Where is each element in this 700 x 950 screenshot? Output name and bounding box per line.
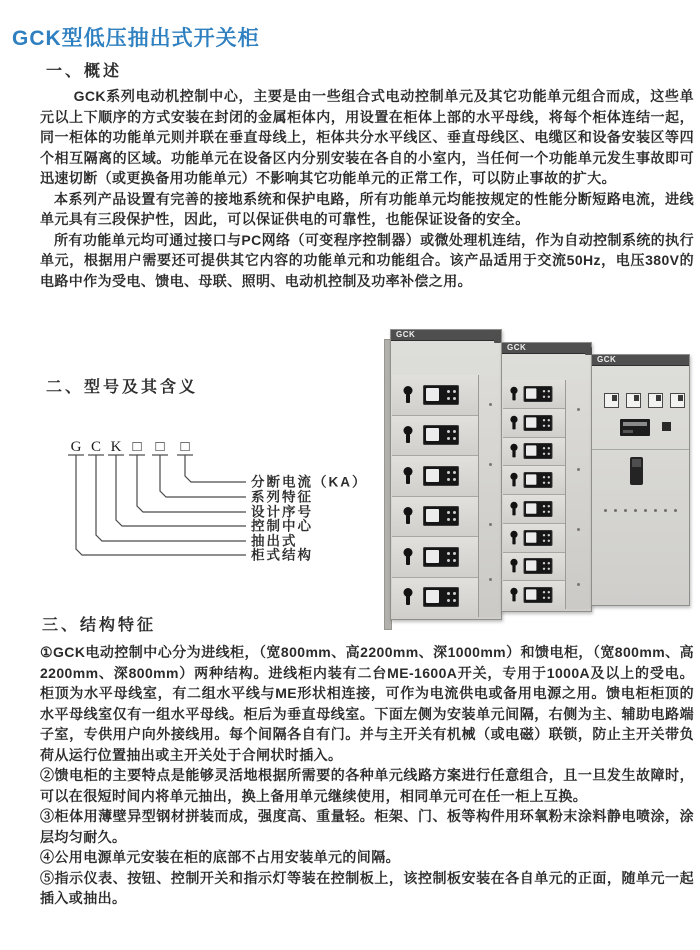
cabinet-nameplate xyxy=(391,330,501,341)
model-label: 控制中心 xyxy=(251,518,313,534)
control-module xyxy=(523,558,552,574)
drawer-unit xyxy=(503,524,565,553)
rotary-switch-icon xyxy=(403,588,413,606)
page-title: GCK型低压抽出式开关柜 xyxy=(12,27,260,50)
rotary-switch-icon xyxy=(403,467,413,485)
model-label: 设计序号 xyxy=(251,504,313,520)
cabinet-label: GCK xyxy=(507,343,527,352)
overview-paragraph: 本系列产品设置有完善的接地系统和保护电路，所有功能单元均能按规定的性能分断短路电流，进线单元具有三段保护性，因此，可以保证供电的可靠性，也能保证设备的安全。 xyxy=(40,190,694,227)
model-label: 系列特征 xyxy=(251,489,313,505)
model-symbol: C xyxy=(90,439,102,455)
rotary-switch-icon xyxy=(403,386,413,404)
control-module xyxy=(423,587,459,607)
switchgear-photo xyxy=(383,322,700,624)
drawer-unit xyxy=(503,495,565,524)
drawer-unit xyxy=(392,497,478,538)
control-module xyxy=(523,386,552,402)
drawer-unit xyxy=(392,578,478,618)
cabinet-label: GCK xyxy=(396,330,416,339)
rotary-switch-icon xyxy=(510,444,518,458)
screw-row xyxy=(604,509,607,512)
control-module xyxy=(523,443,552,459)
section-heading-structure: 三、结构特征 xyxy=(42,617,157,634)
model-code-diagram xyxy=(50,428,370,573)
door-seam xyxy=(592,449,689,450)
section-heading-overview: 一、概述 xyxy=(46,63,123,80)
cabinet-nameplate xyxy=(592,355,689,366)
model-placeholder-box: □ xyxy=(155,439,165,455)
structure-text xyxy=(40,642,694,909)
rotary-switch-icon xyxy=(510,502,518,516)
drawer-unit xyxy=(503,380,565,409)
structure-item: ①GCK电动控制中心分为进线柜，（宽800mm、高2200mm、深1000mm）和馈电柜，（宽800mm、高2200mm、深800mm）两种结构。进线柜内装有二台ME-1600A开关，专用于1000A及以上的受电。柜顶为水平母线室，有二组水平线与ME形状相连接，可作为电流供电或备用电源之用。馈电柜柜顶的水平母线室仅有一组水平母线。柜后为垂直母线室。下面左侧为安装单元间隔，右侧为主、辅助电路端子室，专供用户向外接线用。每个间隔各自有门。并与主开关有机械（或电磁）联锁，防止主开关带负荷从运行位置抽出或主开关处于合闸状时插入。 xyxy=(40,644,694,763)
meter-row xyxy=(604,393,685,408)
breaker-handle xyxy=(630,457,643,485)
roof-cap xyxy=(680,358,685,364)
rotary-switch-icon xyxy=(403,548,413,566)
panel-meter-icon xyxy=(626,393,641,408)
diagram-lines xyxy=(68,455,246,555)
cabinet-middle xyxy=(501,342,592,612)
cabinet-nameplate xyxy=(502,343,591,354)
model-label: 抽出式 xyxy=(251,533,298,549)
model-label: 柜式结构 xyxy=(251,547,313,563)
control-module xyxy=(423,425,459,445)
roof-cap xyxy=(494,335,501,343)
panel-button xyxy=(662,422,671,431)
rotary-switch-icon xyxy=(403,507,413,525)
control-module xyxy=(423,385,459,405)
panel-meter-icon xyxy=(648,393,663,408)
rotary-switch-icon xyxy=(510,588,518,602)
model-placeholder-box: □ xyxy=(132,439,142,455)
model-symbols xyxy=(71,439,190,455)
structure-item: ②馈电柜的主要特点是能够灵活地根据所需要的各种单元线路方案进行任意组合，且一旦发生故障时，可以在很短时间内将单元抽出，换上备用单元继续使用，相同单元可在任一柜上互换。 xyxy=(40,767,694,804)
rotary-switch-icon xyxy=(510,530,518,544)
rotary-switch-icon xyxy=(510,387,518,401)
cabinet-left xyxy=(390,329,502,620)
control-module xyxy=(423,506,459,526)
drawer-unit xyxy=(392,416,478,457)
overview-text xyxy=(40,86,694,291)
hinge-strip xyxy=(478,375,501,617)
overview-paragraph: GCK系列电动机控制中心，主要是由一些组合式电动控制单元及其它功能单元组合而成，这些单元以上下顺序的方式安装在封闭的金属柜体内，用设置在柜体上部的水平母线，将每个柜体连结一起，同一柜体的功能单元则并联在垂直母线上，柜体共分水平线区、垂直母线区、电缆区和设备安装区等四个相互隔离的区域。功能单元在设备区内分别安装在各自的小室内，当任何一个功能单元发生事故即可迅速切断（或更换备用功能单元）不影响其它功能单元的正常工作，可以防止事故的扩大。 xyxy=(40,88,694,186)
hinge-strip xyxy=(565,380,591,609)
model-symbol: G xyxy=(70,439,82,455)
model-labels xyxy=(251,474,368,563)
panel-meter-icon xyxy=(670,393,685,408)
rotary-switch-icon xyxy=(510,559,518,573)
structure-item: ⑤指示仪表、按钮、控制开关和指示灯等装在控制板上，该控制板安装在各自单元的正面，随单元一起插入或抽出。 xyxy=(40,869,694,906)
control-module xyxy=(423,466,459,486)
control-module xyxy=(523,415,552,431)
drawer-column xyxy=(503,380,565,609)
rotary-switch-icon xyxy=(510,473,518,487)
model-symbol: K xyxy=(110,439,122,455)
rotary-switch-icon xyxy=(510,415,518,429)
drawer-unit xyxy=(503,553,565,582)
drawer-unit xyxy=(503,409,565,438)
model-label: 分断电流（KA） xyxy=(251,474,368,490)
drawer-unit xyxy=(392,456,478,497)
control-module xyxy=(523,587,552,603)
model-placeholder-box: □ xyxy=(180,439,190,455)
cabinet-label: GCK xyxy=(597,355,617,364)
control-module xyxy=(523,530,552,546)
drawer-column xyxy=(392,375,478,617)
structure-item: ③柜体用薄壁异型钢材拼装而成，强度高、重量轻。柜架、门、板等构件用环氧粉末涂料静电喷涂，涂层均匀耐久。 xyxy=(40,808,694,845)
control-module xyxy=(523,472,552,488)
rotary-switch-icon xyxy=(403,426,413,444)
relay-module xyxy=(620,419,650,436)
panel-meter-icon xyxy=(604,393,619,408)
cabinet-right xyxy=(591,354,690,606)
roof-cap xyxy=(585,347,592,355)
drawer-unit xyxy=(503,466,565,495)
drawer-unit xyxy=(503,581,565,609)
overview-paragraph: 所有功能单元均可通过接口与PC网络（可变程序控制器）或微处理机连结，作为自动控制系统的执行单元，根据用户需要还可提供其它内容的功能单元和功能组合。该产品适用于交流50Hz，电压380V的电路中作为受电、馈电、母联、照明、电动机控制及功率补偿之用。 xyxy=(40,231,694,289)
drawer-unit xyxy=(503,438,565,467)
control-module xyxy=(523,501,552,517)
section-heading-model: 二、型号及其含义 xyxy=(46,379,199,396)
control-module xyxy=(423,547,459,567)
drawer-unit xyxy=(392,375,478,416)
drawer-unit xyxy=(392,537,478,578)
structure-item: ④公用电源单元安装在柜的底部不占用安装单元的间隔。 xyxy=(40,849,400,865)
